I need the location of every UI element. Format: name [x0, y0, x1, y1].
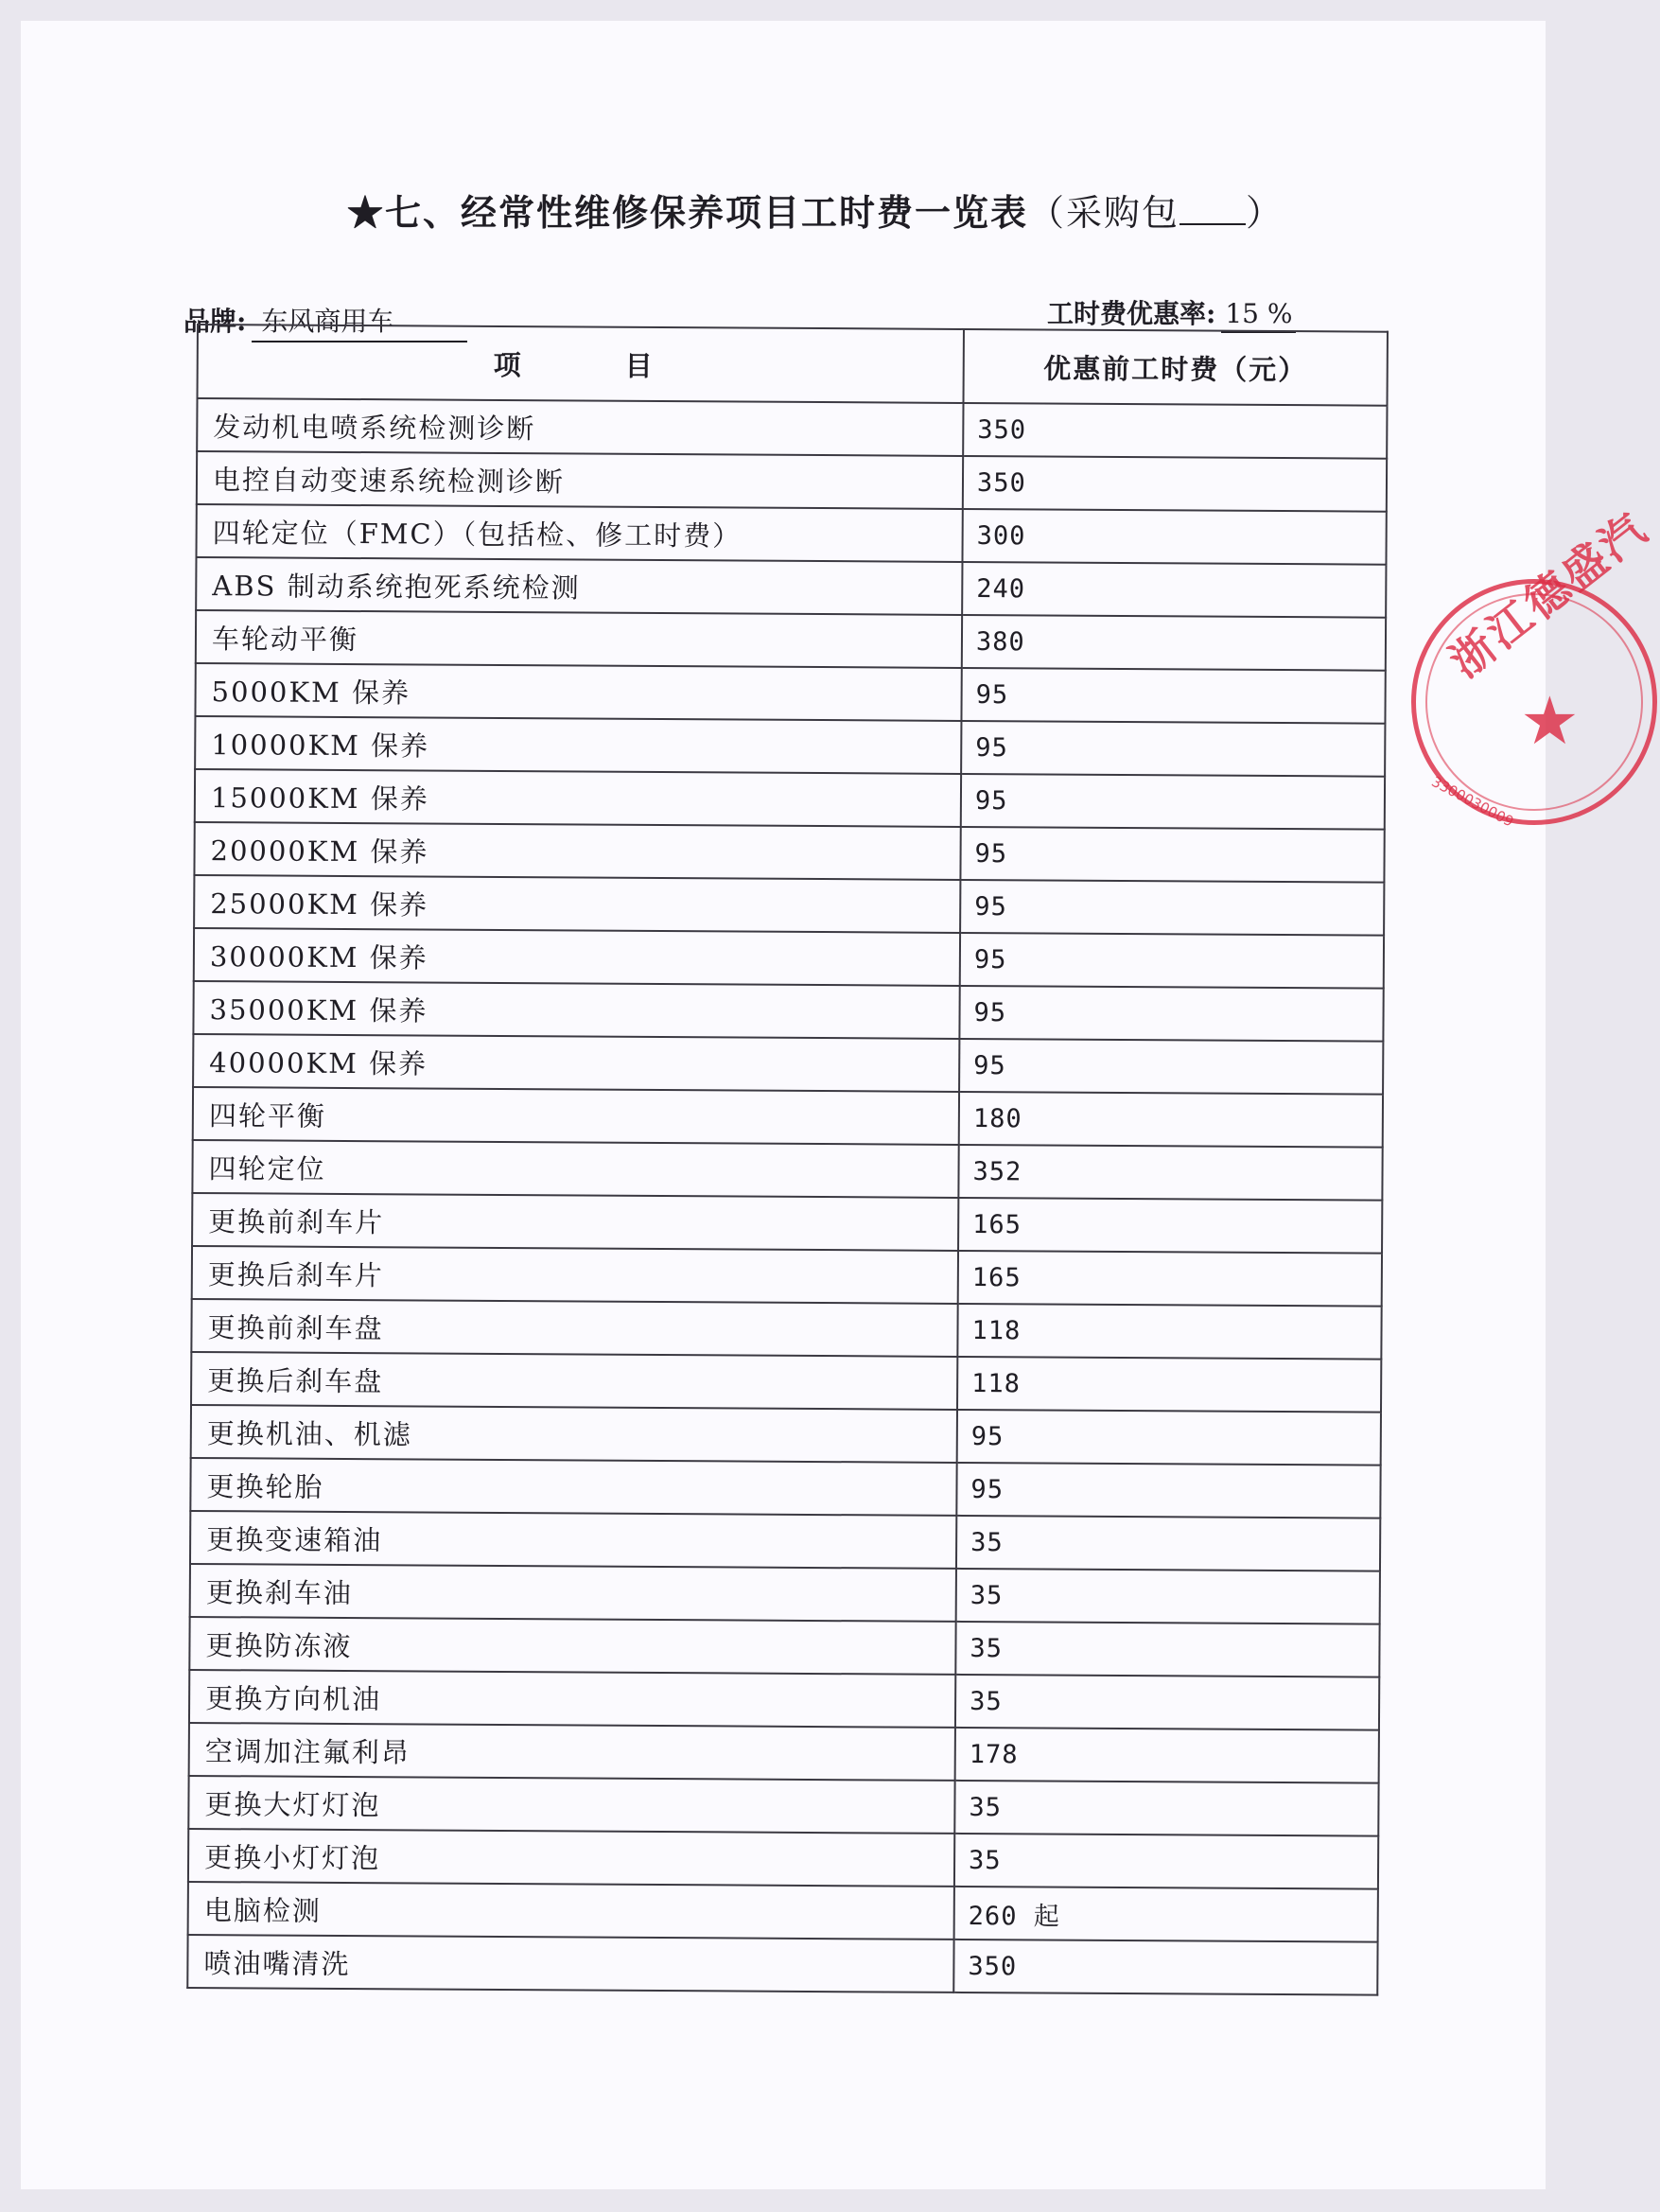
- row-item: 更换前刹车盘: [191, 1299, 957, 1357]
- title-suffix: （采购包: [1028, 192, 1180, 234]
- row-item: 空调加注氟利昂: [189, 1723, 955, 1781]
- row-item: 20000KM 保养: [194, 822, 960, 880]
- table-row: [191, 1352, 1381, 1413]
- table-row: [194, 928, 1384, 989]
- table-row: [187, 1935, 1377, 1995]
- row-fee: 350: [963, 403, 1387, 459]
- row-fee: 95: [957, 1410, 1381, 1466]
- table-row: [192, 1193, 1382, 1254]
- row-item: 车轮动平衡: [196, 610, 962, 668]
- row-item: 四轮平衡: [193, 1087, 959, 1145]
- table-row: [195, 716, 1385, 777]
- row-item: 发动机电喷系统检测诊断: [197, 398, 963, 456]
- discount-label: 工时费优惠率:: [1047, 298, 1216, 329]
- row-item: 更换后刹车盘: [191, 1352, 957, 1410]
- row-fee: 165: [958, 1198, 1382, 1254]
- row-fee: 95: [960, 827, 1384, 883]
- table-row: [193, 1087, 1383, 1148]
- title-close: ）: [1246, 192, 1284, 234]
- header-item: 项目: [198, 325, 964, 403]
- row-fee: 180: [959, 1092, 1383, 1148]
- row-fee: 95: [960, 880, 1384, 936]
- seal-star-icon: ★: [1520, 682, 1580, 760]
- table-row: [194, 875, 1384, 936]
- header-fee: 优惠前工时费（元）: [964, 329, 1388, 406]
- row-item: 电脑检测: [188, 1882, 954, 1940]
- row-item: 更换变速箱油: [190, 1511, 956, 1569]
- table-row: [195, 769, 1385, 830]
- table-row: [196, 557, 1386, 618]
- row-fee: 95: [959, 1039, 1383, 1095]
- row-fee: 118: [957, 1357, 1381, 1413]
- table-row: [195, 663, 1385, 724]
- row-item: 35000KM 保养: [193, 981, 959, 1039]
- row-fee: 35: [955, 1675, 1379, 1730]
- table-row: [190, 1511, 1380, 1571]
- row-fee: 35: [954, 1781, 1378, 1836]
- company-seal: [1411, 501, 1658, 831]
- row-fee: 350: [963, 456, 1387, 512]
- row-item: 更换刹车油: [190, 1564, 956, 1622]
- table-row: [188, 1882, 1378, 1942]
- package-blank: [1179, 195, 1246, 225]
- row-item: 更换轮胎: [190, 1458, 956, 1516]
- table-row: [194, 822, 1384, 883]
- row-fee: 350: [953, 1940, 1377, 1995]
- table-header-row: [198, 325, 1388, 406]
- table-row: [196, 610, 1386, 671]
- table-row: [196, 504, 1386, 565]
- row-fee: 95: [961, 721, 1385, 777]
- row-fee: 165: [958, 1251, 1382, 1307]
- row-item: 更换防冻液: [189, 1617, 955, 1675]
- row-fee: 35: [954, 1834, 1378, 1889]
- row-item: 四轮定位: [192, 1140, 958, 1198]
- seal-name: 浙江德盛汽: [1440, 501, 1658, 688]
- discount-line: [1047, 293, 1296, 333]
- row-item: 更换大灯灯泡: [188, 1776, 954, 1834]
- row-item: 喷油嘴清洗: [187, 1935, 953, 1993]
- table-row: [193, 1034, 1383, 1095]
- brand-value: 东风商用车: [252, 301, 467, 342]
- table-row: [188, 1776, 1378, 1836]
- labor-fee-table: [186, 324, 1389, 1996]
- row-fee: 178: [955, 1728, 1379, 1783]
- table-row: [192, 1140, 1382, 1201]
- table-row: [191, 1299, 1381, 1360]
- row-item: 更换前刹车片: [192, 1193, 958, 1251]
- row-item: 更换方向机油: [189, 1670, 955, 1728]
- row-item: 10000KM 保养: [195, 716, 961, 774]
- discount-value: 15 %: [1221, 298, 1296, 333]
- row-item: 40000KM 保养: [193, 1034, 959, 1092]
- row-item: 5000KM 保养: [195, 663, 961, 721]
- page-title: [347, 184, 1293, 236]
- row-fee: 95: [961, 668, 1385, 724]
- row-fee: 35: [956, 1569, 1380, 1624]
- row-item: 15000KM 保养: [195, 769, 961, 827]
- row-item: 更换小灯灯泡: [188, 1829, 954, 1887]
- table-row: [189, 1670, 1379, 1730]
- table-row: [197, 398, 1387, 459]
- table-row: [189, 1723, 1379, 1783]
- title-main: ★七、经常性维修保养项目工时费一览表: [347, 191, 1029, 234]
- table-row: [190, 1564, 1380, 1624]
- document-page: [21, 21, 1658, 2189]
- table-row: [188, 1829, 1378, 1889]
- row-item: 25000KM 保养: [194, 875, 960, 933]
- row-fee: 35: [955, 1622, 1379, 1677]
- table-row: [189, 1617, 1379, 1677]
- row-item: ABS 制动系统抱死系统检测: [196, 557, 962, 615]
- row-item: 电控自动变速系统检测诊断: [197, 451, 963, 509]
- table-row: [197, 451, 1387, 512]
- row-fee: 95: [960, 933, 1384, 989]
- row-fee: 95: [956, 1463, 1380, 1519]
- row-fee: 240: [962, 562, 1386, 618]
- row-item: 四轮定位（FMC）（包括检、修工时费）: [196, 504, 962, 562]
- row-item: 更换后刹车片: [192, 1246, 958, 1304]
- row-item: 30000KM 保养: [194, 928, 960, 986]
- table-body: [187, 398, 1387, 1995]
- seal-code: 3300030009: [1428, 773, 1517, 831]
- table-row: [193, 981, 1383, 1042]
- row-fee: 35: [956, 1516, 1380, 1571]
- row-item: 更换机油、机滤: [191, 1405, 957, 1463]
- table-row: [192, 1246, 1382, 1307]
- row-fee: 95: [961, 774, 1385, 830]
- row-fee: 260 起: [954, 1887, 1378, 1942]
- row-fee: 300: [962, 509, 1386, 565]
- row-fee: 118: [957, 1304, 1381, 1360]
- row-fee: 95: [959, 986, 1383, 1042]
- row-fee: 380: [962, 615, 1386, 671]
- brand-label: 品牌:: [183, 306, 247, 337]
- table-row: [191, 1405, 1381, 1466]
- row-fee: 352: [958, 1145, 1382, 1201]
- table-row: [190, 1458, 1380, 1519]
